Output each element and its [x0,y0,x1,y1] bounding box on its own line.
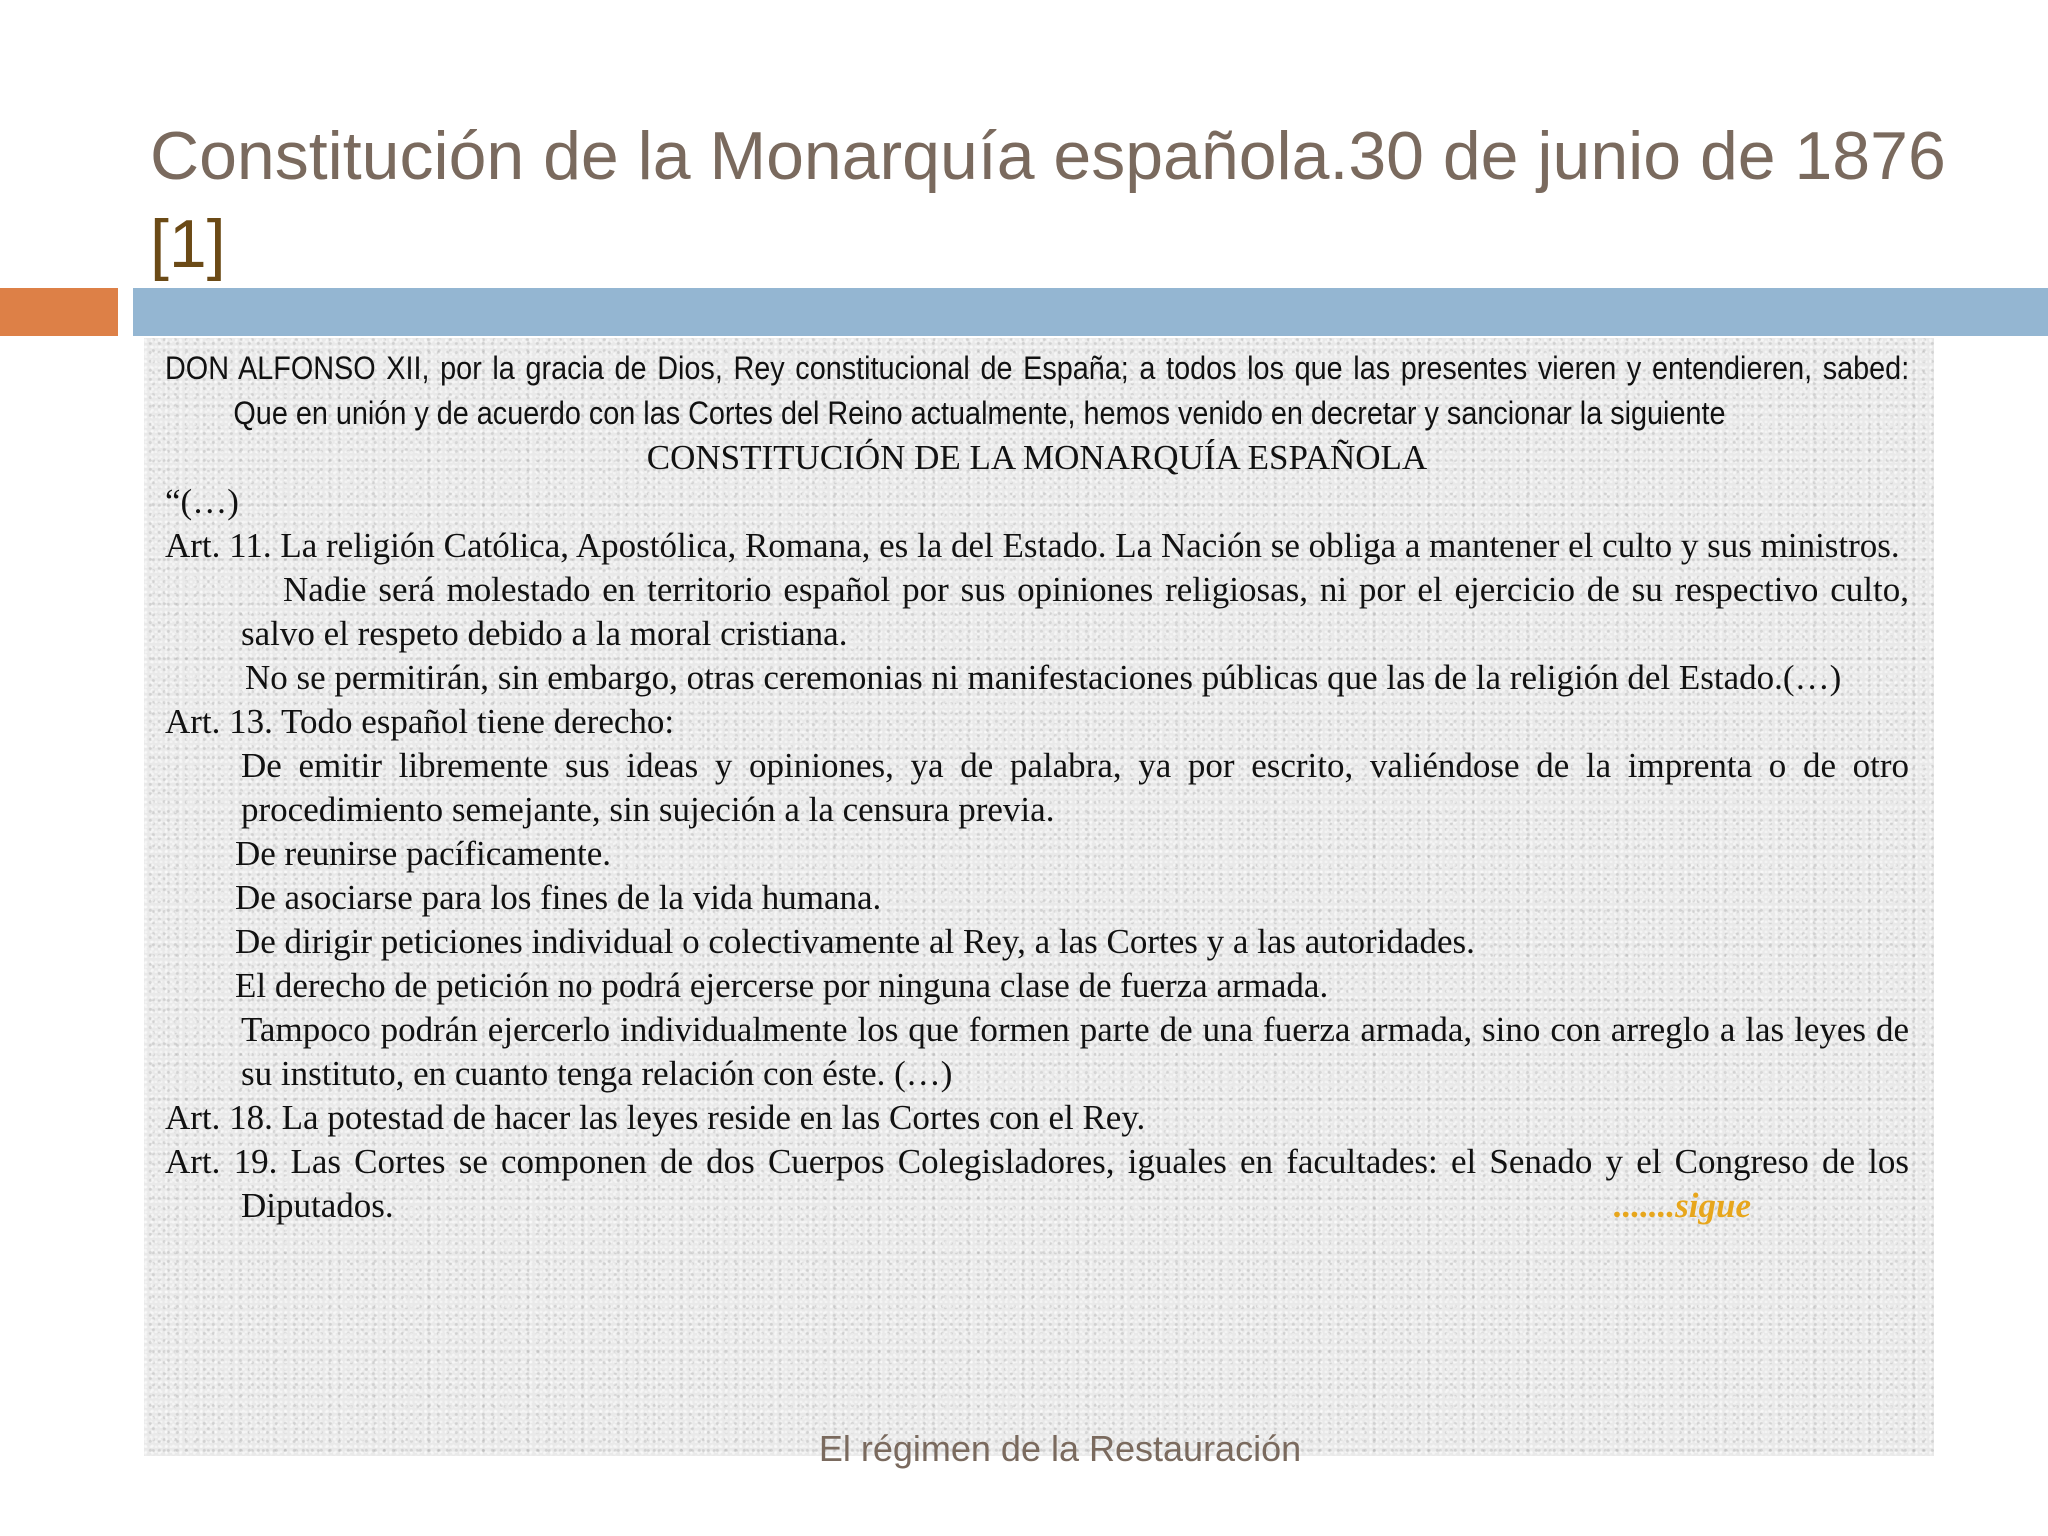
article-11-paragraph-2: Nadie será molestado en territorio español por sus opiniones religiosas, ni por el ejercicio de su respectivo culto, salvo el respeto debido a la moral cristiana. [241,570,1909,653]
ellipsis-open: “(…) [165,482,239,521]
article-13: Art. 13. Todo español tiene derecho: [165,702,675,741]
accent-bar-blue [133,288,2048,336]
article-11-paragraph-3: No se permitirán, sin embargo, otras ceremonias ni manifestaciones públicas que las de la religión del Estado.(…) [245,658,1842,697]
constitution-heading: CONSTITUCIÓN DE LA MONARQUÍA ESPAÑOLA [646,438,1428,477]
sigue-link[interactable]: .......sigue [1613,1186,1751,1225]
footnote-ref-link[interactable]: [1] [150,206,226,282]
article-19: Art. 19. Las Cortes se componen de dos Cuerpos Colegisladores, iguales en facultades: el Senado y el Congreso de los Diputados. [165,1142,1909,1225]
article-13-item-1: De emitir libremente sus ideas y opiniones, ya de palabra, ya por escrito, valiéndose de la imprenta o de otro procedimiento semejante, sin sujeción a la censura previa. [241,746,1909,829]
article-13-item-3: De asociarse para los fines de la vida humana. [235,878,882,917]
accent-bar-orange [0,288,118,336]
article-13-item-2: De reunirse pacíficamente. [235,834,612,873]
article-18: Art. 18. La potestad de hacer las leyes reside en las Cortes con el Rey. [165,1098,1146,1137]
slide-title [150,112,1980,288]
preamble: DON ALFONSO XII, por la gracia de Dios, Rey constitucional de España; a todos los que las presentes vieren y entendieren, sabed: Que en unión y de acuerdo con las Cortes del Reino actualmente, hemos venido en decretar y sancionar la siguiente [165,350,1910,431]
preamble-block [165,346,1909,436]
constitution-body [165,436,1909,1228]
article-11: Art. 11. La religión Católica, Apostólica, Romana, es la del Estado. La Nación se obliga a mantener el culto y sus ministros. [165,526,1900,565]
article-13-item-4: De dirigir peticiones individual o colectivamente al Rey, a las Cortes y a las autoridades. [235,922,1475,961]
footer-text: El régimen de la Restauración [818,1428,1302,1469]
article-13-item-5: El derecho de petición no podrá ejercerse por ninguna clase de fuerza armada. [235,966,1329,1005]
article-13-item-6: Tampoco podrán ejercerlo individualmente los que formen parte de una fuerza armada, sino con arreglo a las leyes de su instituto, en cuanto tenga relación con éste. (…) [241,1010,1909,1093]
document-text [165,346,1909,1228]
title-main: Constitución de la Monarquía española.30 de junio de 1876 [150,118,1946,194]
